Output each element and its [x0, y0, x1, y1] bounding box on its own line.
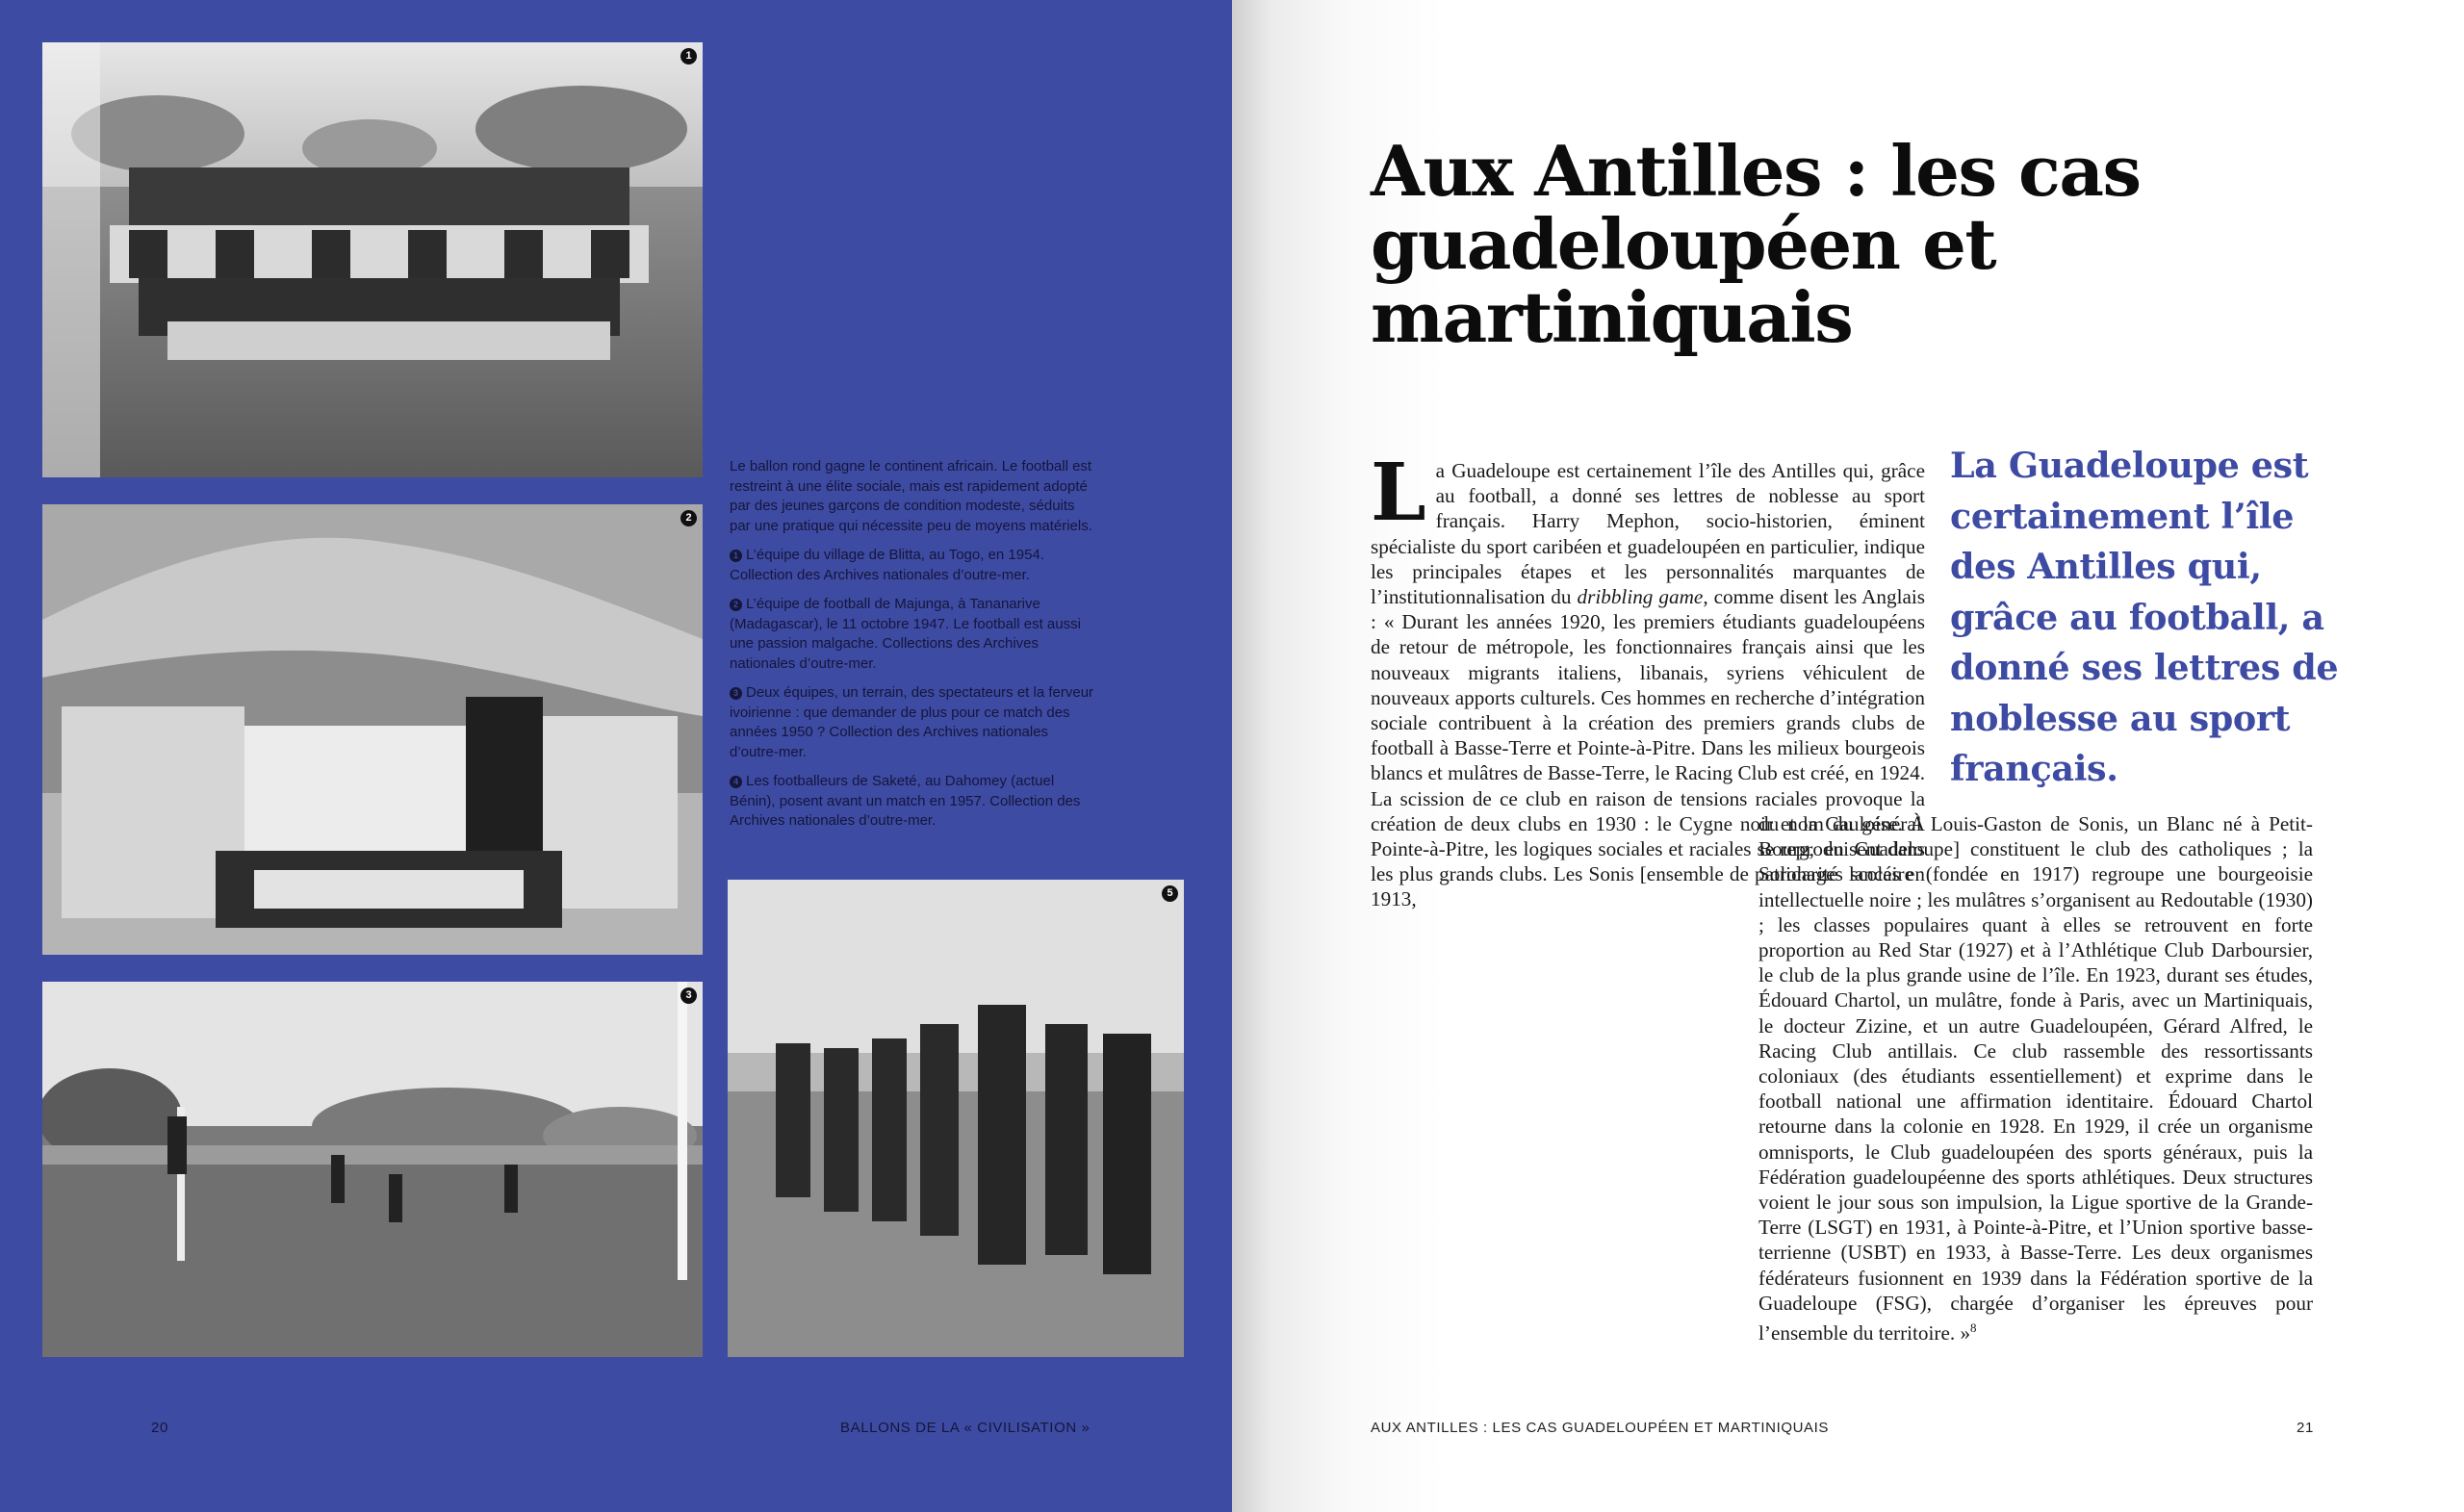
body-text-start: a Guadeloupe est certainement l’île des Antilles qui, grâce au football, a donné ses lettres de noblesse au sport français. Harry Mephon, socio-historien, éminent spécialiste du sport caribéen et guadeloupéen en particulier, indique les principales étapes et les personnalités marquantes de l’institutionnalisation du — [1371, 459, 1925, 609]
photo-number-badge: 2 — [680, 510, 697, 526]
caption-text: L’équipe du village de Blitta, au Togo, en 1954. Collection des Archives nationales d’outre-mer. — [730, 547, 1044, 583]
photo-image — [728, 880, 1184, 1357]
body-italic-term: dribbling game — [1577, 585, 1704, 609]
photo-number-badge: 1 — [680, 48, 697, 64]
caption-item — [730, 772, 1095, 832]
footnote-ref: 8 — [1970, 1320, 1977, 1336]
caption-intro: Le ballon rond gagne le continent africain. Le football est restreint à une élite sociale, mais est rapidement adopté par des jeunes garçons de condition modeste, séduits par une pratique qui nécessite peu de moyens matériels. — [730, 458, 1092, 534]
photo-image — [42, 504, 703, 955]
dropcap: L — [1371, 447, 1426, 539]
page-number-left: 20 — [151, 1420, 168, 1436]
caption-number: 2 — [730, 599, 742, 611]
page-number-right: 21 — [2297, 1420, 2314, 1436]
caption-text: Les footballeurs de Saketé, au Dahomey (actuel Bénin), posent avant un match en 1957. Collection des Archives nationales d’outre-mer. — [730, 773, 1081, 829]
caption-number: 4 — [730, 776, 742, 788]
caption-text: L’équipe de football de Majunga, à Tananarive (Madagascar), le 11 octobre 1947. Le football est aussi une passion malgache. Collections des Archives nationales d’outre-mer. — [730, 596, 1081, 672]
photo-sakete-players — [728, 880, 1184, 1357]
running-head-left: BALLONS DE LA « CIVILISATION » — [840, 1420, 1091, 1436]
photo-image — [42, 42, 703, 477]
body-column-2 — [1758, 811, 2313, 1345]
body-text-column-2: du nom du général Louis-Gaston de Sonis, un Blanc né à Petit-Bourg, en Guadeloupe] constituent le club des catholiques ; la Solidarité scolaire (fondée en 1917) regroupe une bourgeoisie intellectuelle noire ; les mulâtres s’organisent au Redoutable (1930) ; les classes populaires quant à elles se retrouvent en forte proportion au Red Star (1927) et à l’Athlétique Club Darboursier, le club de la plus grande usine de l’île. En 1923, durant ses études, Édouard Chartol, un mulâtre, fonde à Paris, avec un Martiniquais, le docteur Zizine, et un autre Guadeloupéen, Gérard Alfred, le Racing Club antillais. Ce club rassemble des ressortissants coloniaux (des étudiants essentiellement) et exprime dans le football national une affirmation identitaire. Édouard Chartol retourne dans la colonie en 1928. En 1929, il crée un organisme omnisports, le Club guadeloupéen des sports généraux, puis la Fédération guadeloupéenne des sports athlétiques. Deux structures voient le jour sous son impulsion, la Ligue sportive de la Grande-Terre (LSGT) en 1931, à Pointe-à-Pitre, et l’Union sportive basse-terrienne (USBT) en 1933, à Basse-Terre. Les deux organismes fédérateurs fusionnent en 1939 dans la Fédération sportive de la Guadeloupe (FSG), chargée d’organiser les épreuves pour l’ensemble du territoire. » — [1758, 812, 2313, 1345]
photo-number-badge: 5 — [1162, 885, 1178, 902]
photo-captions — [730, 457, 1095, 841]
caption-item — [730, 546, 1095, 585]
photo-blitta-team — [42, 42, 703, 477]
photo-ivory-match — [42, 982, 703, 1357]
photo-majunga-team — [42, 504, 703, 955]
photo-image — [42, 982, 703, 1357]
caption-text: Deux équipes, un terrain, des spectateurs et la ferveur ivoirienne : que demander de plus pour ce match des années 1950 ? Collection des Archives nationales d’outre-mer. — [730, 684, 1094, 760]
running-head-right: AUX ANTILLES : LES CAS GUADELOUPÉEN ET MARTINIQUAIS — [1371, 1420, 1830, 1436]
photo-number-badge: 3 — [680, 987, 697, 1004]
caption-item — [730, 595, 1095, 674]
page-title: Aux Antilles : les cas guadeloupéen et martiniquais — [1371, 130, 2141, 358]
caption-item — [730, 683, 1095, 762]
pull-quote: La Guadeloupe est certainement l’île des Antilles qui, grâce au football, a donné ses lettres de noblesse au sport français. — [1950, 445, 2339, 789]
caption-number: 3 — [730, 687, 742, 700]
body-text-continued: , comme disent les Anglais : « Durant les années 1920, les premiers étudiants guadeloupéens de retour de métropole, les fonctionnaires français ainsi que les nouveaux migrants italiens, libanais, syriens véhiculent de nouveaux apports culturels. Ces hommes en recherche d’intégration sociale contribuent à la création des premiers grands clubs de football à Basse-Terre et Pointe-à-Pitre. Dans les milieux bourgeois blancs et mulâtres de Basse-Terre, le Racing Club est créé, en 1924. La scission de ce club en raison de tensions raciales provoque la création de deux clubs en 1930 : le Cygne noir et la Gauloise. À Pointe-à-Pitre, les logiques sociales et raciales se reproduisent dans les plus grands clubs. Les Sonis [ensemble de patronages lancés en 1913, — [1371, 585, 1925, 911]
caption-number: 1 — [730, 550, 742, 562]
